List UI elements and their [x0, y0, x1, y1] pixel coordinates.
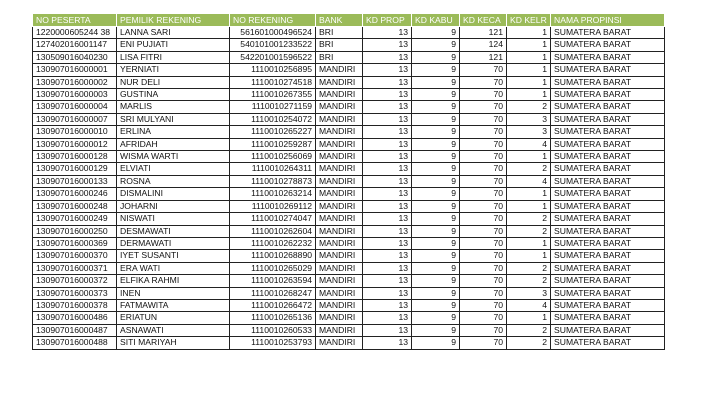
col-bank-header: BANK [316, 14, 363, 27]
col-kd-kabu-cell: 9 [412, 89, 460, 101]
col-pemilik-rekening-cell: FATMAWITA [117, 299, 230, 311]
col-no-peserta-cell: 130509016040230 [33, 51, 117, 63]
col-pemilik-rekening-cell: DERMAWATI [117, 237, 230, 249]
col-nama-propinsi-cell: SUMATERA BARAT [551, 175, 665, 187]
col-kd-prop-cell: 13 [363, 188, 412, 200]
col-no-rekening-cell: 1110010253793 [230, 337, 316, 349]
col-kd-keca-cell: 124 [460, 39, 507, 51]
col-no-peserta-cell: 1220000605244 38 [33, 27, 117, 39]
col-bank-cell: MANDIRI [316, 113, 363, 125]
col-kd-keca-cell: 70 [460, 113, 507, 125]
col-kd-kelr-cell: 4 [507, 175, 551, 187]
col-pemilik-rekening-cell: INEN [117, 287, 230, 299]
col-kd-kabu-cell: 9 [412, 250, 460, 262]
col-nama-propinsi-cell: SUMATERA BARAT [551, 324, 665, 336]
col-kd-kelr-cell: 1 [507, 312, 551, 324]
col-nama-propinsi-cell: SUMATERA BARAT [551, 287, 665, 299]
col-kd-prop-cell: 13 [363, 138, 412, 150]
col-kd-keca-cell: 70 [460, 237, 507, 249]
col-no-rekening-cell: 1110010271159 [230, 101, 316, 113]
col-no-peserta-cell: 130907016000249 [33, 213, 117, 225]
col-no-peserta-cell: 130907016000248 [33, 200, 117, 212]
col-kd-kabu-cell: 9 [412, 237, 460, 249]
col-kd-kabu-cell: 9 [412, 126, 460, 138]
col-pemilik-rekening-header: PEMILIK REKENING [117, 14, 230, 27]
col-nama-propinsi-cell: SUMATERA BARAT [551, 337, 665, 349]
col-kd-keca-cell: 121 [460, 27, 507, 39]
col-kd-prop-cell: 13 [363, 262, 412, 274]
col-nama-propinsi-cell: SUMATERA BARAT [551, 27, 665, 39]
col-bank-cell: MANDIRI [316, 64, 363, 76]
col-nama-propinsi-cell: SUMATERA BARAT [551, 237, 665, 249]
col-no-peserta-cell: 130907016000378 [33, 299, 117, 311]
table-row [33, 200, 665, 212]
col-bank-cell: BRI [316, 27, 363, 39]
col-no-rekening-cell: 1110010269112 [230, 200, 316, 212]
table-row [33, 101, 665, 113]
col-no-rekening-cell: 1110010265029 [230, 262, 316, 274]
col-kd-prop-cell: 13 [363, 275, 412, 287]
col-kd-keca-cell: 70 [460, 101, 507, 113]
col-kd-kelr-cell: 2 [507, 225, 551, 237]
col-kd-prop-cell: 13 [363, 250, 412, 262]
table-row [33, 64, 665, 76]
table-row [33, 324, 665, 336]
col-kd-kabu-cell: 9 [412, 163, 460, 175]
col-kd-prop-header: KD PROP [363, 14, 412, 27]
col-kd-keca-cell: 70 [460, 188, 507, 200]
col-no-peserta-cell: 130907016000001 [33, 64, 117, 76]
col-no-peserta-cell: 130907016000129 [33, 163, 117, 175]
col-no-rekening-cell: 1110010268890 [230, 250, 316, 262]
col-kd-kelr-cell: 1 [507, 76, 551, 88]
col-kd-keca-cell: 70 [460, 200, 507, 212]
col-nama-propinsi-header: NAMA PROPINSI [551, 14, 665, 27]
col-no-rekening-cell: 540101001233522 [230, 39, 316, 51]
col-nama-propinsi-cell: SUMATERA BARAT [551, 275, 665, 287]
col-no-rekening-cell: 1110010265136 [230, 312, 316, 324]
col-no-peserta-cell: 130907016000012 [33, 138, 117, 150]
col-nama-propinsi-cell: SUMATERA BARAT [551, 163, 665, 175]
col-kd-kelr-cell: 2 [507, 163, 551, 175]
col-kd-keca-header: KD KECA [460, 14, 507, 27]
col-bank-cell: MANDIRI [316, 237, 363, 249]
col-kd-keca-cell: 70 [460, 262, 507, 274]
col-bank-cell: MANDIRI [316, 151, 363, 163]
col-kd-kelr-cell: 3 [507, 126, 551, 138]
table-row [33, 126, 665, 138]
col-nama-propinsi-cell: SUMATERA BARAT [551, 64, 665, 76]
col-kd-prop-cell: 13 [363, 126, 412, 138]
col-no-peserta-cell: 130907016000486 [33, 312, 117, 324]
col-no-peserta-cell: 130907016000371 [33, 262, 117, 274]
col-nama-propinsi-cell: SUMATERA BARAT [551, 200, 665, 212]
table-row [33, 113, 665, 125]
col-kd-prop-cell: 13 [363, 113, 412, 125]
col-pemilik-rekening-cell: DESMAWATI [117, 225, 230, 237]
table-row [33, 39, 665, 51]
col-kd-kelr-cell: 1 [507, 151, 551, 163]
col-no-peserta-cell: 130907016000369 [33, 237, 117, 249]
col-bank-cell: MANDIRI [316, 138, 363, 150]
table-row [33, 275, 665, 287]
col-pemilik-rekening-cell: IYET SUSANTI [117, 250, 230, 262]
col-bank-cell: MANDIRI [316, 275, 363, 287]
col-pemilik-rekening-cell: SRI MULYANI [117, 113, 230, 125]
col-no-rekening-cell: 1110010256069 [230, 151, 316, 163]
col-no-peserta-cell: 130907016000128 [33, 151, 117, 163]
col-nama-propinsi-cell: SUMATERA BARAT [551, 76, 665, 88]
col-no-peserta-cell: 130907016000133 [33, 175, 117, 187]
col-kd-kabu-cell: 9 [412, 113, 460, 125]
table-row [33, 237, 665, 249]
col-kd-keca-cell: 70 [460, 250, 507, 262]
col-kd-prop-cell: 13 [363, 64, 412, 76]
col-no-rekening-cell: 1110010274047 [230, 213, 316, 225]
col-no-peserta-cell: 127402016001147 [33, 39, 117, 51]
col-kd-prop-cell: 13 [363, 89, 412, 101]
col-kd-kabu-cell: 9 [412, 76, 460, 88]
col-pemilik-rekening-cell: LANNA SARI [117, 27, 230, 39]
col-kd-prop-cell: 13 [363, 237, 412, 249]
col-nama-propinsi-cell: SUMATERA BARAT [551, 188, 665, 200]
col-kd-prop-cell: 13 [363, 101, 412, 113]
col-no-rekening-cell: 561601000496524 [230, 27, 316, 39]
col-no-rekening-cell: 1110010262232 [230, 237, 316, 249]
col-kd-prop-cell: 13 [363, 213, 412, 225]
col-kd-keca-cell: 70 [460, 151, 507, 163]
col-kd-kabu-cell: 9 [412, 51, 460, 63]
col-kd-kabu-cell: 9 [412, 324, 460, 336]
col-kd-kelr-cell: 1 [507, 200, 551, 212]
col-nama-propinsi-cell: SUMATERA BARAT [551, 312, 665, 324]
col-no-peserta-cell: 130907016000007 [33, 113, 117, 125]
table-row [33, 312, 665, 324]
col-no-peserta-cell: 130907016000002 [33, 76, 117, 88]
col-kd-kelr-cell: 1 [507, 51, 551, 63]
col-kd-kelr-cell: 1 [507, 39, 551, 51]
col-kd-kabu-header: KD KABU [412, 14, 460, 27]
col-bank-cell: MANDIRI [316, 175, 363, 187]
col-no-rekening-cell: 1110010267355 [230, 89, 316, 101]
col-kd-keca-cell: 70 [460, 213, 507, 225]
col-no-rekening-cell: 1110010263214 [230, 188, 316, 200]
col-nama-propinsi-cell: SUMATERA BARAT [551, 213, 665, 225]
col-kd-prop-cell: 13 [363, 39, 412, 51]
col-nama-propinsi-cell: SUMATERA BARAT [551, 101, 665, 113]
table-row [33, 51, 665, 63]
col-kd-prop-cell: 13 [363, 200, 412, 212]
col-pemilik-rekening-cell: AFRIDAH [117, 138, 230, 150]
col-kd-kelr-cell: 2 [507, 337, 551, 349]
col-bank-cell: MANDIRI [316, 200, 363, 212]
col-kd-kelr-cell: 2 [507, 213, 551, 225]
col-kd-kelr-cell: 2 [507, 275, 551, 287]
col-kd-prop-cell: 13 [363, 76, 412, 88]
col-no-rekening-cell: 1110010263594 [230, 275, 316, 287]
table-row [33, 213, 665, 225]
col-nama-propinsi-cell: SUMATERA BARAT [551, 138, 665, 150]
col-kd-keca-cell: 70 [460, 163, 507, 175]
col-kd-kabu-cell: 9 [412, 225, 460, 237]
col-kd-kelr-cell: 1 [507, 250, 551, 262]
col-kd-prop-cell: 13 [363, 337, 412, 349]
col-no-peserta-cell: 130907016000010 [33, 126, 117, 138]
col-no-rekening-cell: 1110010256895 [230, 64, 316, 76]
col-kd-keca-cell: 70 [460, 275, 507, 287]
table-row [33, 27, 665, 39]
col-bank-cell: MANDIRI [316, 101, 363, 113]
col-kd-keca-cell: 70 [460, 76, 507, 88]
table-row [33, 151, 665, 163]
col-kd-kabu-cell: 9 [412, 275, 460, 287]
col-bank-cell: MANDIRI [316, 89, 363, 101]
col-pemilik-rekening-cell: ROSNA [117, 175, 230, 187]
col-kd-keca-cell: 70 [460, 299, 507, 311]
col-bank-cell: MANDIRI [316, 262, 363, 274]
col-kd-prop-cell: 13 [363, 299, 412, 311]
table-row [33, 76, 665, 88]
col-no-rekening-cell: 1110010264311 [230, 163, 316, 175]
col-bank-cell: MANDIRI [316, 250, 363, 262]
col-nama-propinsi-cell: SUMATERA BARAT [551, 39, 665, 51]
col-kd-keca-cell: 70 [460, 126, 507, 138]
col-pemilik-rekening-cell: ENI PUJIATI [117, 39, 230, 51]
col-nama-propinsi-cell: SUMATERA BARAT [551, 250, 665, 262]
col-kd-kabu-cell: 9 [412, 151, 460, 163]
col-bank-cell: MANDIRI [316, 337, 363, 349]
col-kd-keca-cell: 70 [460, 287, 507, 299]
col-pemilik-rekening-cell: NUR DELI [117, 76, 230, 88]
col-kd-prop-cell: 13 [363, 151, 412, 163]
col-kd-keca-cell: 70 [460, 64, 507, 76]
col-kd-kelr-cell: 4 [507, 138, 551, 150]
table-row [33, 188, 665, 200]
col-kd-prop-cell: 13 [363, 287, 412, 299]
col-bank-cell: BRI [316, 39, 363, 51]
col-kd-prop-cell: 13 [363, 324, 412, 336]
col-bank-cell: MANDIRI [316, 225, 363, 237]
col-kd-kelr-cell: 3 [507, 113, 551, 125]
col-kd-kelr-header: KD KELR [507, 14, 551, 27]
col-pemilik-rekening-cell: MARLIS [117, 101, 230, 113]
col-pemilik-rekening-cell: GUSTINA [117, 89, 230, 101]
col-kd-kabu-cell: 9 [412, 262, 460, 274]
table-row [33, 163, 665, 175]
col-bank-cell: MANDIRI [316, 299, 363, 311]
col-pemilik-rekening-cell: SITI MARIYAH [117, 337, 230, 349]
col-kd-kelr-cell: 1 [507, 27, 551, 39]
table-row [33, 225, 665, 237]
col-no-peserta-cell: 130907016000373 [33, 287, 117, 299]
col-kd-kabu-cell: 9 [412, 188, 460, 200]
col-kd-prop-cell: 13 [363, 163, 412, 175]
col-no-peserta-cell: 130907016000003 [33, 89, 117, 101]
col-no-rekening-cell: 1110010265227 [230, 126, 316, 138]
table-row [33, 299, 665, 311]
col-no-rekening-cell: 1110010274518 [230, 76, 316, 88]
table-row [33, 337, 665, 349]
col-bank-cell: MANDIRI [316, 287, 363, 299]
col-no-peserta-cell: 130907016000370 [33, 250, 117, 262]
col-no-peserta-cell: 130907016000004 [33, 101, 117, 113]
col-kd-kelr-cell: 1 [507, 64, 551, 76]
col-kd-keca-cell: 70 [460, 138, 507, 150]
col-kd-keca-cell: 70 [460, 175, 507, 187]
col-pemilik-rekening-cell: ERIATUN [117, 312, 230, 324]
col-no-rekening-cell: 1110010268247 [230, 287, 316, 299]
header-row [33, 14, 665, 27]
table-row [33, 250, 665, 262]
col-nama-propinsi-cell: SUMATERA BARAT [551, 262, 665, 274]
table-row [33, 262, 665, 274]
col-pemilik-rekening-cell: ERLINA [117, 126, 230, 138]
col-bank-cell: MANDIRI [316, 126, 363, 138]
col-bank-cell: MANDIRI [316, 324, 363, 336]
col-kd-keca-cell: 70 [460, 337, 507, 349]
col-no-peserta-cell: 130907016000250 [33, 225, 117, 237]
col-nama-propinsi-cell: SUMATERA BARAT [551, 89, 665, 101]
col-kd-kabu-cell: 9 [412, 27, 460, 39]
col-kd-kelr-cell: 3 [507, 287, 551, 299]
col-nama-propinsi-cell: SUMATERA BARAT [551, 113, 665, 125]
col-kd-prop-cell: 13 [363, 51, 412, 63]
col-kd-kabu-cell: 9 [412, 64, 460, 76]
col-kd-kabu-cell: 9 [412, 175, 460, 187]
col-nama-propinsi-cell: SUMATERA BARAT [551, 151, 665, 163]
col-bank-cell: MANDIRI [316, 213, 363, 225]
col-kd-kelr-cell: 1 [507, 188, 551, 200]
col-kd-kelr-cell: 4 [507, 299, 551, 311]
col-no-peserta-cell: 130907016000246 [33, 188, 117, 200]
col-pemilik-rekening-cell: LISA FITRI [117, 51, 230, 63]
col-bank-cell: MANDIRI [316, 312, 363, 324]
col-kd-kelr-cell: 1 [507, 89, 551, 101]
col-pemilik-rekening-cell: NISWATI [117, 213, 230, 225]
col-kd-kabu-cell: 9 [412, 299, 460, 311]
col-kd-kabu-cell: 9 [412, 200, 460, 212]
col-kd-keca-cell: 121 [460, 51, 507, 63]
col-no-rekening-cell: 1110010254072 [230, 113, 316, 125]
col-nama-propinsi-cell: SUMATERA BARAT [551, 126, 665, 138]
table-row [33, 175, 665, 187]
col-kd-prop-cell: 13 [363, 175, 412, 187]
col-kd-prop-cell: 13 [363, 225, 412, 237]
col-pemilik-rekening-cell: WISMA WARTI [117, 151, 230, 163]
col-pemilik-rekening-cell: YERNIATI [117, 64, 230, 76]
col-no-rekening-cell: 1110010260533 [230, 324, 316, 336]
col-kd-kabu-cell: 9 [412, 101, 460, 113]
col-kd-kelr-cell: 1 [507, 237, 551, 249]
col-no-peserta-cell: 130907016000372 [33, 275, 117, 287]
col-kd-kabu-cell: 9 [412, 39, 460, 51]
col-pemilik-rekening-cell: ELVIATI [117, 163, 230, 175]
col-kd-kabu-cell: 9 [412, 337, 460, 349]
table-row [33, 89, 665, 101]
col-pemilik-rekening-cell: DISMALINI [117, 188, 230, 200]
col-bank-cell: MANDIRI [316, 188, 363, 200]
col-kd-keca-cell: 70 [460, 225, 507, 237]
col-kd-kelr-cell: 2 [507, 262, 551, 274]
col-nama-propinsi-cell: SUMATERA BARAT [551, 225, 665, 237]
col-no-peserta-cell: 130907016000487 [33, 324, 117, 336]
col-no-rekening-header: NO REKENING [230, 14, 316, 27]
col-kd-kabu-cell: 9 [412, 312, 460, 324]
col-pemilik-rekening-cell: ASNAWATI [117, 324, 230, 336]
col-bank-cell: BRI [316, 51, 363, 63]
col-pemilik-rekening-cell: ELFIKA RAHMI [117, 275, 230, 287]
col-pemilik-rekening-cell: ERA WATI [117, 262, 230, 274]
participant-table [32, 13, 665, 350]
col-nama-propinsi-cell: SUMATERA BARAT [551, 51, 665, 63]
table-row [33, 138, 665, 150]
col-no-peserta-header: NO PESERTA [33, 14, 117, 27]
col-kd-prop-cell: 13 [363, 27, 412, 39]
col-kd-kabu-cell: 9 [412, 287, 460, 299]
col-kd-keca-cell: 70 [460, 324, 507, 336]
col-no-peserta-cell: 130907016000488 [33, 337, 117, 349]
col-no-rekening-cell: 1110010278873 [230, 175, 316, 187]
col-no-rekening-cell: 542201001596522 [230, 51, 316, 63]
col-nama-propinsi-cell: SUMATERA BARAT [551, 299, 665, 311]
col-kd-kabu-cell: 9 [412, 213, 460, 225]
col-kd-kelr-cell: 2 [507, 324, 551, 336]
col-kd-keca-cell: 70 [460, 89, 507, 101]
col-no-rekening-cell: 1110010266472 [230, 299, 316, 311]
col-pemilik-rekening-cell: JOHARNI [117, 200, 230, 212]
col-kd-keca-cell: 70 [460, 312, 507, 324]
col-kd-prop-cell: 13 [363, 312, 412, 324]
col-bank-cell: MANDIRI [316, 163, 363, 175]
col-no-rekening-cell: 1110010262604 [230, 225, 316, 237]
col-bank-cell: MANDIRI [316, 76, 363, 88]
col-no-rekening-cell: 1110010259287 [230, 138, 316, 150]
col-kd-kelr-cell: 2 [507, 101, 551, 113]
table-row [33, 287, 665, 299]
col-kd-kabu-cell: 9 [412, 138, 460, 150]
